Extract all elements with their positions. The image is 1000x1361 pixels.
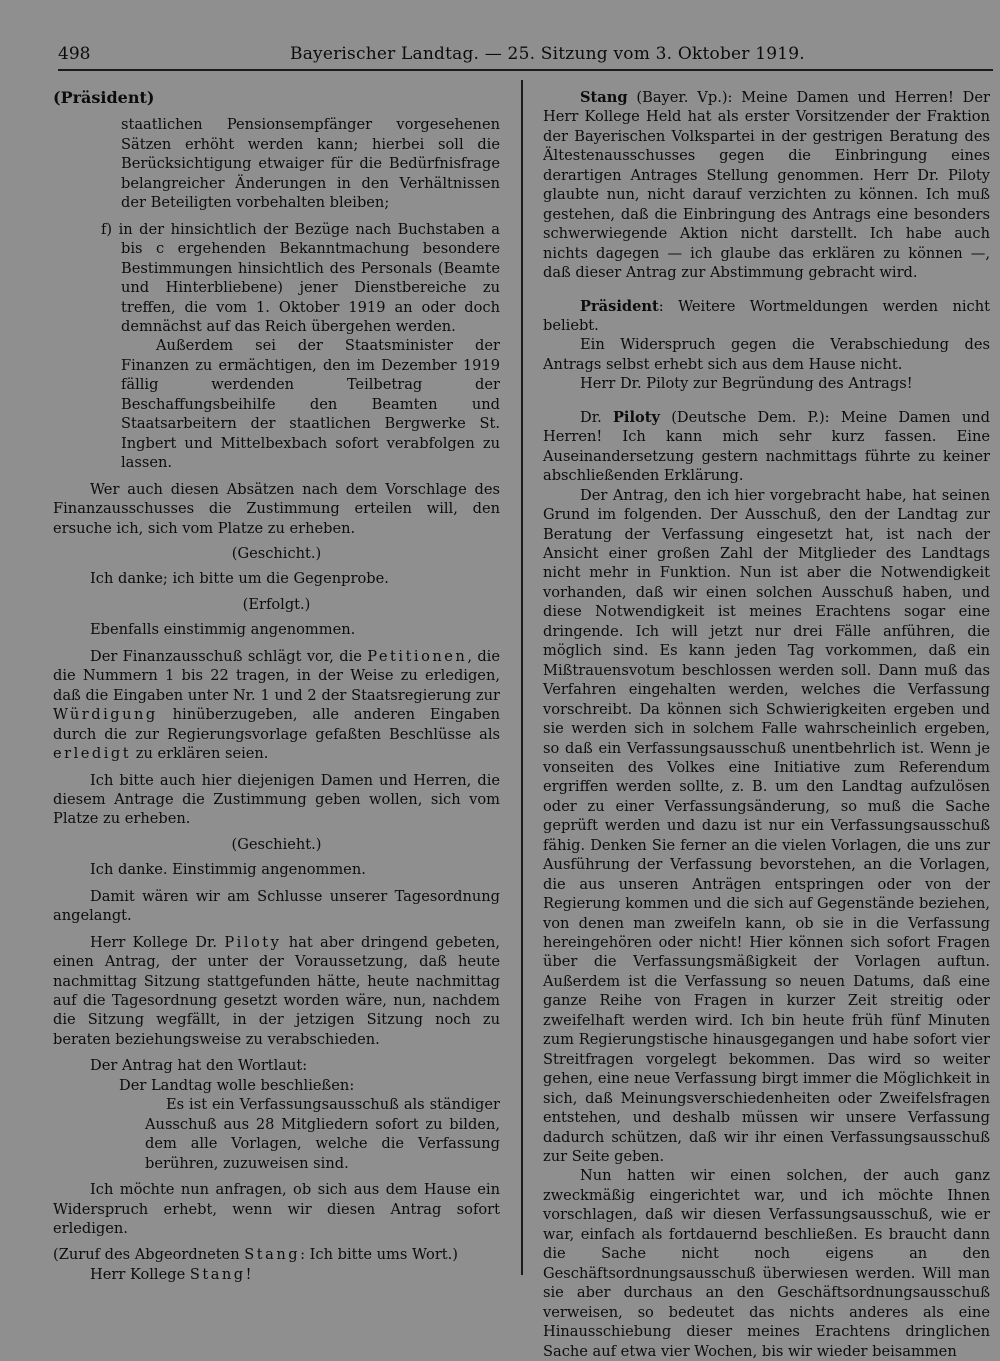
stage-direction: (Geschieht.) — [231, 835, 322, 853]
speech-stang: Stang (Bayer. Vp.): Meine Damen und Herren! Der Herr Kollege Held hat als erster Vorsitzender der Fraktion der Bayerischen Volkspartei in der gestrigen Beratung des Ältestenausschusses gegen die Einbringung eines derartigen Antrages Stellung genommen. Herr Dr. Piloty glaubte nun, nicht darauf verzichten zu können. Ich muß gestehen, daß die Einbringung des Antrags eine besonders schwerwiegende Aktion nicht darstellt. Ich habe auch nichts dagegen — ich glaube das erklären zu können —, daß dieser Antrag zur Abstimmung gebracht wird. — [543, 89, 990, 282]
paragraph: Außerdem sei der Staatsminister der Finanzen zu ermächtigen, den im Dezember 1919 fällig werdenden Teilbetrag der Beschaffungsbeihilfe den Beamten und Staatsarbeitern der staatlichen Bergwerke St. Ingbert und Mittelbexbach sofort verabfolgen zu lassen. — [121, 337, 500, 472]
paragraph: Der Antrag hat den Wortlaut: — [90, 1057, 308, 1075]
page-number: 498 — [58, 44, 91, 64]
page-header — [58, 44, 948, 70]
interjection: (Zuruf des Abgeordneten Stang: Ich bitte ums Wort.) — [53, 1246, 458, 1264]
paragraph: Ein Widerspruch gegen die Verabschiedung des Antrags selbst erhebt sich aus dem Hause nicht. — [543, 336, 990, 373]
paragraph: Präsident: Weitere Wortmeldungen werden nicht beliebt. — [543, 297, 990, 334]
paragraph: Wer auch diesen Absätzen nach dem Vorschlage des Finanzausschusses die Zustimmung erteilen will, den ersuche ich, sich vom Platze zu erheben. — [53, 480, 500, 537]
header-rule — [58, 69, 993, 71]
paragraph: Herr Kollege Dr. Piloty hat aber dringend gebeten, einen Antrag, der unter der Voraussetzung, daß heute nachmittag Sitzung stattgefunden hätte, heute nachmittag auf die Tagesordnung gesetzt worden wäre, nun, nachdem die Sitzung wegfällt, in der jetzigen Sitzung noch zu beraten beziehungsweise zu verabschieden. — [53, 933, 500, 1048]
speaker-name: Stang — [580, 89, 628, 106]
left-column — [53, 88, 500, 1284]
speech-piloty: Dr. Piloty (Deutsche Dem. P.): Meine Damen und Herren! Ich kann mich sehr kurz fassen. Eine Auseinandersetzung gestern nachmittags führte zu keiner abschließenden Erklärung. — [543, 408, 990, 485]
speaker-name: Piloty — [612, 408, 660, 426]
list-item-f: f) in der hinsichtlich der Bezüge nach Buchstaben a bis c ergehenden Bekanntmachung besondere Bestimmungen hinsichtlich des Personals (Beamte und Hinterbliebene) jener Dienstbereiche zu treffen, die vom 1. Oktober 1919 an oder doch demnächst auf das Reich übergehen werden. — [101, 220, 500, 335]
paragraph: Nun hatten wir einen solchen, der auch ganz zweckmäßig eingerichtet war, und ich möchte Ihnen vorschlagen, daß wir diesen Verfassungsausschuß, wie er war, einfach als fortdauernd beschließen. Es braucht dann die Sache nicht noch eigens an den Geschäftsordnungsausschuß überwiesen werden. Will man sie aber durchaus an den Geschäftsordnungsausschuß verweisen, so bedeutet das nichts anderes als eine Hinausschiebung dieser meines Erachtens dringlichen Sache auf etwa vier Wochen, bis wir wieder beisammen — [543, 1167, 990, 1360]
paragraph: Der Antrag, den ich hier vorgebracht habe, hat seinen Grund im folgenden. Der Ausschuß, den der Landtag zur Beratung der Verfassung eingesetzt hat, ist nach der Ansicht einer großen Zahl der Mitglieder des Landtags nicht mehr in Funktion. Nun ist aber die Notwendigkeit vorhanden, daß wir einen solchen Ausschuß haben, und diese Notwendigkeit ist meines Erachtens sogar eine dringende. Ich will jetzt nur drei Fälle anführen, die möglich sind. Es kann jeden Tag vorkommen, daß ein Mißtrauensvotum beschlossen werden soll. Dann muß das Verfahren eingehalten werden, welches die Verfassung vorschreibt. Da können sich Schwierigkeiten ergeben und sie werden sich in solchem Falle wahrscheinlich ergeben, so daß ein Verfassungsausschuß unentbehrlich ist. Wenn je vonseiten des Volkes eine Initiative zum Referendum ergriffen werden sollte, z. B. um den Landtag aufzulösen oder zu einer Verfassungsänderung, so muß die Sache geprüft werden und dazu ist nur ein Verfassungsausschuß fähig. Denken Sie ferner an die vielen Vorlagen, die uns zur Ausführung der Verfassung bevorstehen, an die Vorlagen, die aus unseren Anträgen entspringen oder von der Regierung kommen und die sich auf Gegenstände beziehen, von denen man zweifeln kann, ob sie in die Verfassung hereingehören oder nicht! Hier können sich sofort Fragen über die Verfassungsmäßigkeit der Vorlagen auftun. Außerdem ist die Verfassung so neuen Datums, daß eine ganze Reihe von Fragen in kurzer Zeit streitig oder zweifelhaft werden wird. Ich bin heute früh fünf Minuten zum Regierungstische hinausgegangen und habe sofort vier Streitfragen vorgelegt bekommen. Das wird so weiter gehen, eine neue Verfassung birgt immer die Möglichkeit in sich, daß Meinungsverschiedenheiten oder Zweifelsfragen entstehen, und deshalb müssen wir unsere Verfassung dadurch schützen, daß wir ihr einen Verfassungsausschuß zur Seite geben. — [543, 486, 990, 1166]
motion-text: Es ist ein Verfassungsausschuß als ständiger Ausschuß aus 28 Mitgliedern sofort zu bilden, dem alle Vorlagen, welche die Verfassung berühren, zuzuweisen sind. — [145, 1096, 500, 1172]
paragraph: Ich bitte auch hier diejenigen Damen und Herren, die diesem Antrage die Zustimmung geben wollen, sich vom Platze zu erheben. — [53, 771, 500, 828]
paragraph: Damit wären wir am Schlusse unserer Tagesordnung angelangt. — [53, 887, 500, 925]
paragraph: staatlichen Pensionsempfänger vorgesehenen Sätzen erhöht werden kann; hierbei soll die Berücksichtigung etwaiger für die Bedürfnisfrage belangreicher Änderungen in den Verhältnissen der Beteiligten vorbehalten bleiben; — [121, 116, 500, 212]
paragraph: Ebenfalls einstimmig angenommen. — [90, 621, 356, 639]
paragraph: Herr Kollege Stang! — [90, 1265, 252, 1283]
paragraph: Ich möchte nun anfragen, ob sich aus dem Hause ein Widerspruch erhebt, wenn wir diesen Antrag sofort erledigen. — [53, 1181, 500, 1238]
stage-direction: (Geschicht.) — [231, 544, 322, 562]
speaker-margin-label: (Präsident) — [53, 88, 155, 107]
right-column — [543, 88, 990, 1361]
paragraph: Der Finanzausschuß schlägt vor, die Petitionen, die die Nummern 1 bis 22 tragen, in der Weise zu erledigen, daß die Eingaben unter Nr. 1 und 2 der Staatsregierung zur Würdigung hinüberzugeben, alle anderen Eingaben durch die zur Regierungsvorlage gefaßten Beschlüsse als erledigt zu erklären seien. — [53, 647, 500, 763]
column-divider — [521, 80, 523, 1275]
paragraph: Ich danke. Einstimmig angenommen. — [90, 861, 366, 879]
paragraph: Ich danke; ich bitte um die Gegenprobe. — [90, 570, 389, 588]
stage-direction: (Erfolgt.) — [242, 595, 311, 613]
motion-intro: Der Landtag wolle beschließen: — [119, 1076, 355, 1094]
running-title: Bayerischer Landtag. — 25. Sitzung vom 3. Oktober 1919. — [290, 44, 805, 64]
speaker-name: Präsident — [580, 297, 659, 315]
paragraph: Herr Dr. Piloty zur Begründung des Antrags! — [580, 375, 913, 393]
